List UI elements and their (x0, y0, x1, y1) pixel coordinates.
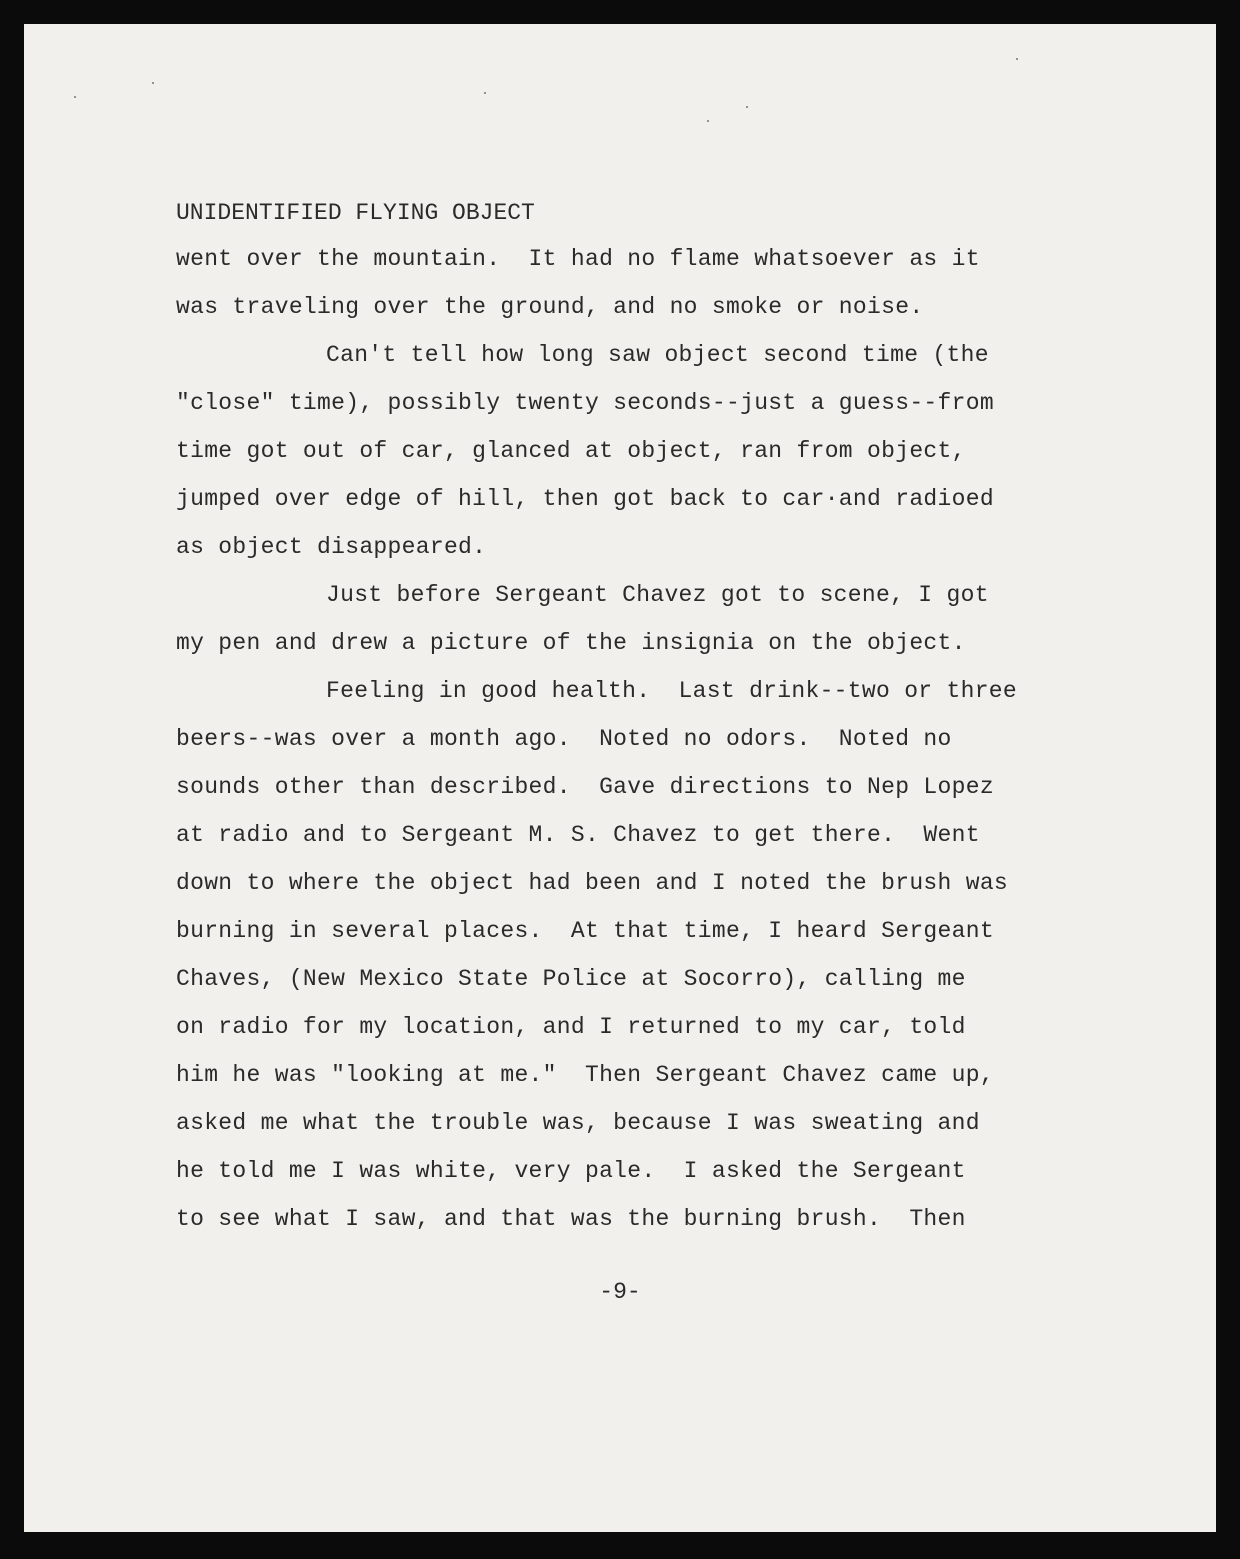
text-line: down to where the object had been and I noted the brush was (176, 870, 1009, 896)
text-line: burning in several places. At that time, I heard Sergeant (176, 918, 994, 944)
paper-speck (707, 120, 709, 122)
text-line: sounds other than described. Gave directions to Nep Lopez (176, 774, 994, 800)
page-number: -9- (599, 1279, 641, 1305)
document-page (24, 24, 1216, 1532)
paper-speck (484, 92, 486, 94)
paper-speck (746, 106, 748, 108)
text-line: as object disappeared. (176, 534, 487, 560)
text-line: "close" time), possibly twenty seconds--just a guess--from (176, 390, 994, 416)
text-line: Can't tell how long saw object second time (the (326, 342, 989, 368)
paper-speck (1016, 58, 1018, 60)
paper-speck (74, 96, 76, 98)
text-line: on radio for my location, and I returned to my car, told (176, 1014, 966, 1040)
text-line: to see what I saw, and that was the burning brush. Then (176, 1206, 966, 1232)
text-line: him he was "looking at me." Then Sergeant Chavez came up, (176, 1062, 994, 1088)
text-line: jumped over edge of hill, then got back to car·and radioed (176, 486, 994, 512)
text-line: Feeling in good health. Last drink--two or three (326, 678, 1018, 704)
text-line: my pen and drew a picture of the insignia on the object. (176, 630, 966, 656)
text-line: time got out of car, glanced at object, ran from object, (176, 438, 966, 464)
text-line: beers--was over a month ago. Noted no odors. Noted no (176, 726, 952, 752)
text-line: was traveling over the ground, and no smoke or noise. (176, 294, 924, 320)
text-line: asked me what the trouble was, because I was sweating and (176, 1110, 980, 1136)
document-heading: UNIDENTIFIED FLYING OBJECT (176, 200, 535, 226)
text-line: he told me I was white, very pale. I asked the Sergeant (176, 1158, 966, 1184)
text-line: Chaves, (New Mexico State Police at Socorro), calling me (176, 966, 966, 992)
text-line: Just before Sergeant Chavez got to scene, I got (326, 582, 989, 608)
paper-speck (152, 82, 154, 84)
text-line: at radio and to Sergeant M. S. Chavez to get there. Went (176, 822, 980, 848)
text-line: went over the mountain. It had no flame whatsoever as it (176, 246, 980, 272)
